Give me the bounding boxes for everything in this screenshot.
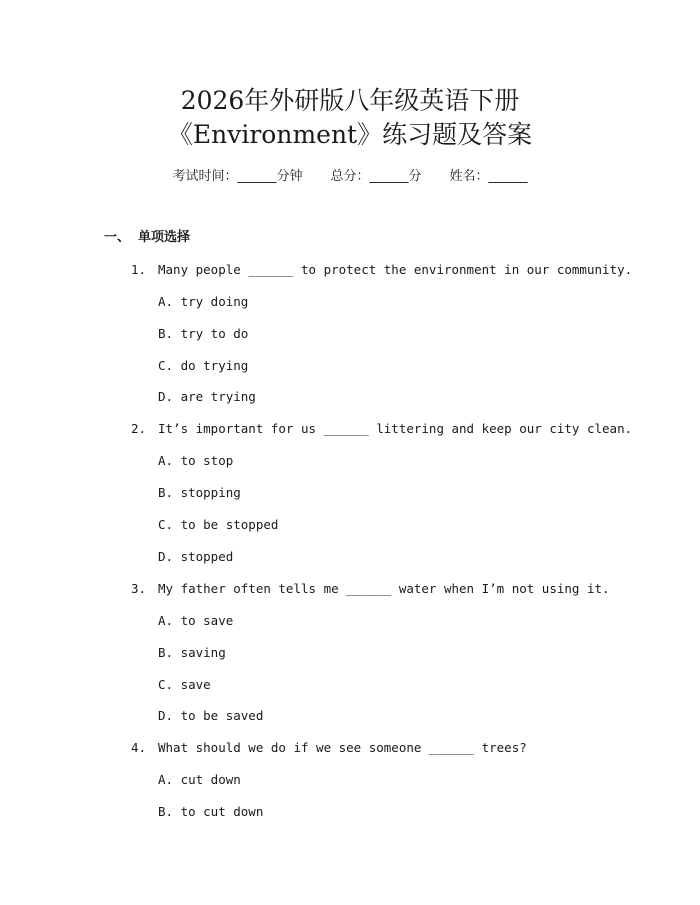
option-2b: B. stopping <box>158 485 241 500</box>
question-1 <box>131 262 632 278</box>
title-line-1: 2026年外研版八年级英语下册 <box>180 86 520 115</box>
question-text: It’s important for us ______ littering and keep our city clean. <box>158 421 633 436</box>
option-2a: A. to stop <box>158 453 234 468</box>
question-number: 4. <box>131 740 147 755</box>
section-heading <box>104 229 190 247</box>
exam-info-line <box>0 168 700 186</box>
total-score-field: 总分：______分 <box>330 169 422 184</box>
exam-time-field: 考试时间：______分钟 <box>172 169 303 184</box>
question-number: 2. <box>131 421 147 436</box>
question-4 <box>131 740 527 756</box>
name-field: 姓名：______ <box>449 169 528 184</box>
question-number: 3. <box>131 581 147 596</box>
option-2c: C. to be stopped <box>158 517 279 532</box>
question-text: What should we do if we see someone ______ trees? <box>158 740 527 755</box>
option-1c: C. do trying <box>158 358 249 373</box>
option-4b: B. to cut down <box>158 804 264 819</box>
section-label: 单项选择 <box>138 230 191 245</box>
option-1a: A. try doing <box>158 294 249 309</box>
question-2 <box>131 421 632 437</box>
option-1b: B. try to do <box>158 326 249 341</box>
option-2d: D. stopped <box>158 549 234 564</box>
option-3c: C. save <box>158 677 211 692</box>
option-1d: D. are trying <box>158 389 256 404</box>
question-text: My father often tells me ______ water when I’m not using it. <box>158 581 610 596</box>
option-4a: A. cut down <box>158 772 241 787</box>
question-text: Many people ______ to protect the environment in our community. <box>158 262 633 277</box>
title-line-2: 《Environment》练习题及答案 <box>167 120 533 149</box>
option-3d: D. to be saved <box>158 708 264 723</box>
option-3a: A. to save <box>158 613 234 628</box>
section-number: 一、 <box>104 230 131 245</box>
option-3b: B. saving <box>158 645 226 660</box>
question-3 <box>131 581 610 597</box>
question-number: 1. <box>131 262 147 277</box>
